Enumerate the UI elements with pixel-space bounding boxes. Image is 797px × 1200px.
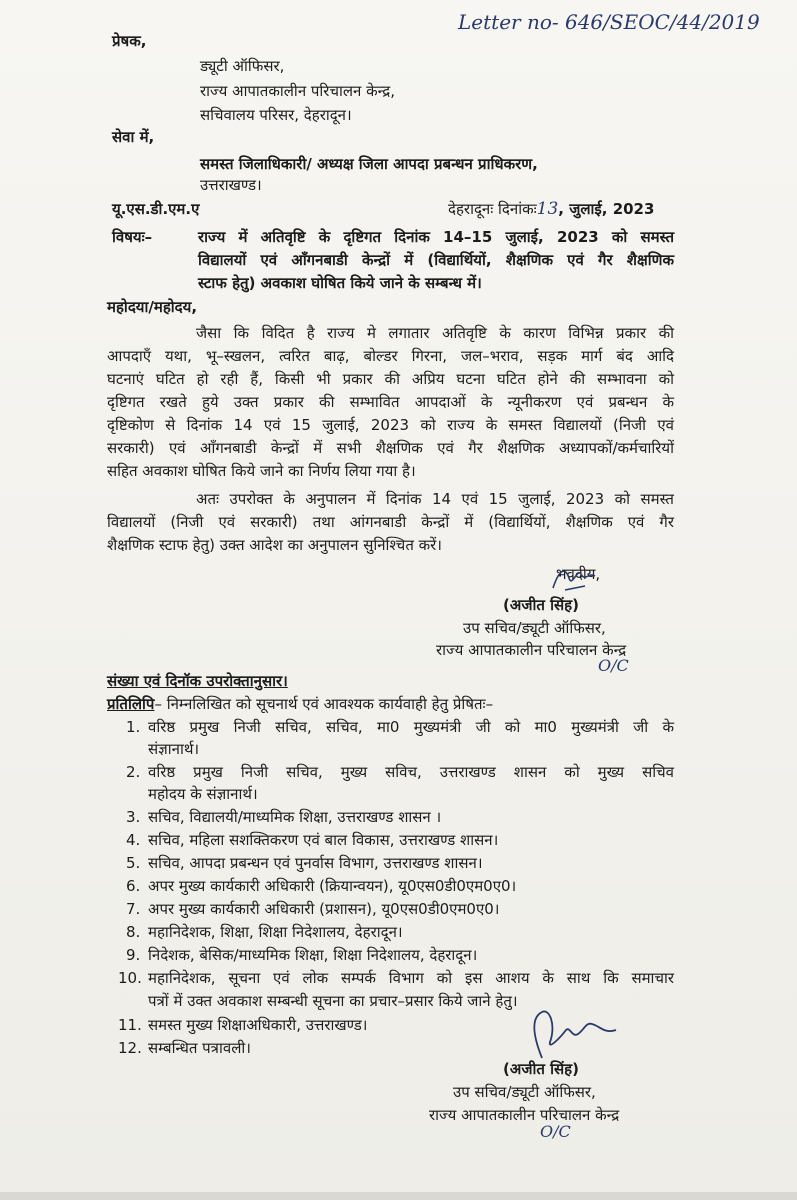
closing: भवदीय, [556,565,601,583]
list-item-text: अपर मुख्य कार्यकारी अधिकारी (प्रशासन), यू0एस0डी0एम0ए0। [148,900,500,918]
list-item-text: पत्रों में उक्त अवकाश सम्बन्धी सूचना का प्रचार–प्रसार किये जाने हेतु। [148,992,518,1010]
para1-line: घटनाएं घटित हो रही हैं, किसी भी प्रकार की अप्रिय घटना घटित होने की सम्भावना को [107,370,674,388]
list-item-text: सम्बन्धित पत्रावली। [148,1039,251,1057]
para2-line: विद्यालयों (निजी एवं सरकारी) तथा आंगनबाडी केन्द्रों में (विद्यार्थियों, शैक्षणिक एवं गैर [107,513,674,531]
page-edge [0,1192,797,1200]
number-date: संख्या एवं दिनॉक उपरोक्तानुसार। [107,672,288,690]
date-prefix: देहरादूनः दिनांकः [448,200,537,218]
signatory-designation: उप सचिव/ड्यूटी ऑफिसर, [463,619,606,637]
list-item-number: 5. [126,854,141,872]
sender-line: सचिवालय परिसर, देहरादून। [200,106,352,124]
list-item-text: सचिव, महिला सशक्तिकरण एवं बाल विकास, उत्तराखण्ड शासन। [148,831,499,849]
list-item-text: सचिव, आपदा प्रबन्धन एवं पुनर्वास विभाग, उत्तराखण्ड शासन। [148,854,483,872]
copy-intro-line [107,693,493,715]
list-item-text: अपर मुख्य कार्यकारी अधिकारी (क्रियान्वयन), यू0एस0डी0एम0ए0। [148,877,517,895]
date-day: 13 [536,199,559,219]
sender-line: ड्यूटी ऑफिसर, [200,57,285,75]
letter-number: Letter no- 646/SEOC/44/2019 [458,10,760,34]
list-item-number: 8. [126,923,141,941]
date-rest: , जुलाई, 2023 [558,200,655,218]
salutation: महोदया/महोदय, [107,298,198,316]
reference: यू.एस.डी.एम.ए [112,200,200,218]
list-item-text: महोदय के संज्ञानार्थ। [148,785,258,803]
list-item-text: महानिदेशक, सूचना एवं लोक सम्पर्क विभाग को इस आशय के साथ कि समाचार [148,969,674,987]
signatory-initials: O/C [598,656,629,675]
signatory-initials: O/C [540,1122,571,1141]
subject-line: राज्य में अतिवृष्टि के दृष्टिगत दिनांक 14–15 जुलाई, 2023 को समस्त [198,228,674,246]
copy-intro: – निम्नलिखित को सूचनार्थ एवं आवश्यक कार्यवाही हेतु प्रेषितः– [154,695,494,713]
list-item-number: 9. [126,946,141,964]
signature-mark [520,1008,640,1064]
subject-label: विषयः– [112,228,153,246]
list-item-text: निदेशक, बेसिक/माध्यमिक शिक्षा, शिक्षा निदेशालय, देहरादून। [148,946,478,964]
copy-label: प्रतिलिपि [107,695,155,713]
signatory-name: (अजीत सिंह) [503,596,579,614]
date-line [448,198,654,220]
para1-line: सहित अवकाश घोषित किये जाने का निर्णय लिया गया है। [107,462,416,480]
para1-line: जैसा कि विदित है राज्य मे लगातार अतिवृष्टि के कारण विभिन्न प्रकार की [196,324,674,342]
list-item-number: 10. [118,969,142,987]
para2-line: शैक्षणिक स्टाफ हेतु) उक्त आदेश का अनुपालन सुनिश्चित करें। [107,536,442,554]
list-item-text: सचिव, विद्यालयी/माध्यमिक शिक्षा, उत्तराखण्ड शासन । [148,808,442,826]
to-label: सेवा में, [112,128,155,146]
recipient-line: समस्त जिलाधिकारी/ अध्यक्ष जिला आपदा प्रबन्धन प्राधिकरण, [200,155,538,173]
para1-line: दृष्टिकोण से दिनांक 14 एवं 15 जुलाई, 2023 को राज्य के समस्त विद्यालयों (निजी एवं [107,416,674,434]
list-item-text: संज्ञानार्थ। [148,740,200,758]
signatory-designation: उप सचिव/ड्यूटी ऑफिसर, [453,1083,596,1101]
signatory-name: (अजीत सिंह) [503,1060,579,1078]
list-item-number: 11. [118,1016,142,1034]
list-item-number: 2. [126,763,141,781]
para1-line: दृष्टिगत रखते हुये उक्त प्रकार की सम्भावित आपदाओं के न्यूनीकरण एवं प्रबन्धन के [107,393,674,411]
list-item-number: 7. [126,900,141,918]
para1-line: आपदाएँ यथा, भू–स्खलन, त्वरित बाढ़, बोल्डर गिरना, जल–भराव, सड़क मार्ग बंद आदि [107,347,674,365]
subject-line: विद्यालयों एवं आँगनबाडी केन्द्रों में (विद्यार्थियों, शैक्षणिक एवं गैर शैक्षणिक [198,251,674,269]
list-item-number: 4. [126,831,141,849]
list-item-number: 3. [126,808,141,826]
list-item-text: समस्त मुख्य शिक्षाअधिकारी, उत्तराखण्ड। [148,1016,368,1034]
list-item-text: वरिष्ठ प्रमुख निजी सचिव, मुख्य सविच, उत्तराखण्ड शासन को मुख्य सचिव [148,763,674,781]
list-item-number: 12. [118,1039,142,1057]
para2-line: अतः उपरोक्त के अनुपालन में दिनांक 14 एवं 15 जुलाई, 2023 को समस्त [196,490,674,508]
recipient-line: उत्तराखण्ड। [200,176,262,194]
para1-line: सरकारी) एवं आँगनबाडी केन्द्रों में सभी शैक्षणिक एवं गैर शैक्षणिक अध्यापकों/कर्मचारियों [107,439,674,457]
signatory-office: राज्य आपातकालीन परिचालन केन्द्र [436,641,627,659]
list-item-text: वरिष्ठ प्रमुख निजी सचिव, सचिव, मा0 मुख्यमंत्री जी को मा0 मुख्यमंत्री जी के [148,718,674,736]
signatory-office: राज्य आपातकालीन परिचालन केन्द्र [429,1106,620,1124]
sender-line: राज्य आपातकालीन परिचालन केन्द्र, [200,82,396,100]
signature-mark [545,560,605,596]
sender-label: प्रेषक, [112,32,147,50]
subject-line: स्टाफ हेतु) अवकाश घोषित किये जाने के सम्बन्ध में। [198,274,482,292]
list-item-number: 1. [126,718,141,736]
list-item-number: 6. [126,877,141,895]
list-item-text: महानिदेशक, शिक्षा, शिक्षा निदेशालय, देहरादून। [148,923,403,941]
